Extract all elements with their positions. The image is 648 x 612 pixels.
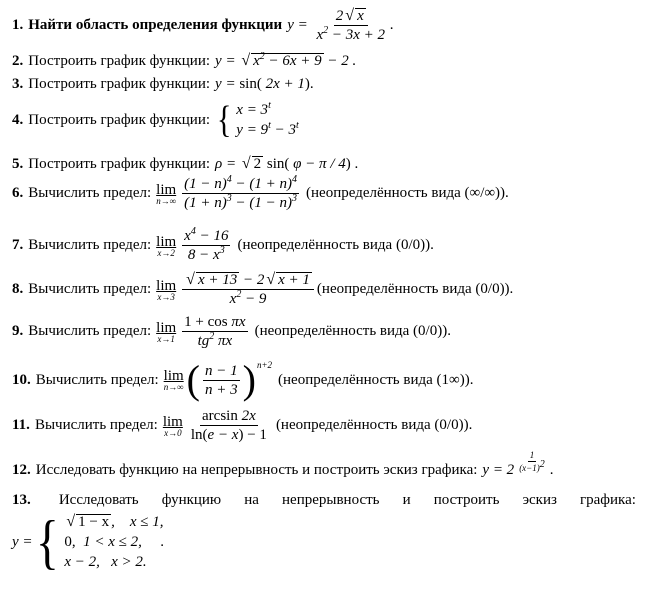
problem-number: 3. — [12, 76, 24, 92]
left-paren: ( — [186, 357, 200, 402]
indeterminacy-note: (неопределённость вида (1∞)). — [278, 371, 474, 388]
y-equals: y = — [12, 533, 33, 550]
indeterminacy-note: (неопределённость вида (∞/∞)). — [306, 185, 509, 201]
problem-5 — [12, 155, 358, 173]
brace: { — [216, 99, 232, 141]
problem-text: Вычислить предел: — [28, 323, 152, 339]
formula: y = √ $x^2 - 6x + 9 - 2$ . — [215, 51, 357, 69]
problem-6 — [12, 176, 509, 211]
problem-text: Вычислить предел: — [35, 371, 159, 388]
problem-text: Вычислить предел: — [28, 185, 152, 201]
limit: lim x→1 — [156, 319, 177, 344]
problem-12: 12. Исследовать функцию на непрерывность и построить эскиз графика: y = 2 $\frac{1}{(x-1)^2}$ . — [12, 450, 554, 478]
problem-number: 12. — [12, 462, 31, 478]
fraction: $\frac{\text{1 + cos πx}}{tg^2 \pi x}$ — [184, 314, 246, 349]
brace: { — [35, 509, 59, 575]
indeterminacy-note: (неопределённость вида (0/0)). — [237, 237, 434, 253]
problem-text: Построить график функции: — [28, 111, 211, 128]
problem-number: 1. — [12, 17, 24, 33]
problem-number: 7. — [12, 237, 24, 253]
fraction: $\frac{x^4 - 16}{8 - x^3}$ — [184, 226, 229, 263]
problem-11 — [12, 408, 472, 443]
word: функцию — [161, 492, 222, 508]
limit: lim x→0 — [162, 413, 183, 438]
fraction: $\frac{(1 - n)^4 - (1 + n)^4}{(1 + n)^3 - (1 - n)^3}$ — [184, 174, 298, 211]
word: Исследовать — [58, 492, 139, 508]
word: эскиз — [522, 492, 557, 508]
limit: lim n→∞ — [156, 181, 177, 206]
piecewise-system: √ 1 − x , x ≤ 1, 0, 1 < x ≤ 2, . x − 2, x > 2. — [64, 513, 165, 570]
word: на — [244, 492, 259, 508]
problem-number: 5. — [12, 155, 24, 172]
problem-8 — [12, 272, 513, 307]
formula: y = $\frac{2 √ x}{x^2 - 3x + 2}$ . — [287, 7, 394, 43]
problem-number: 11. — [12, 417, 30, 433]
problem-1 — [12, 8, 394, 43]
problem-number: 4. — [12, 111, 24, 128]
problem-number: 13. — [12, 492, 31, 508]
problem-text: Построить график функции: — [28, 155, 211, 172]
word: непрерывность — [282, 492, 380, 508]
problem-3 — [12, 76, 314, 93]
word: графика: — [580, 492, 636, 508]
problem-4 — [12, 100, 299, 140]
problem-13-formula — [12, 509, 165, 575]
indeterminacy-note: (неопределённость вида (0/0)). — [254, 323, 451, 339]
problem-7 — [12, 228, 434, 263]
formula: y = 2 — [482, 462, 515, 478]
problem-number: 2. — [12, 52, 24, 69]
problem-text: Построить график функции: — [28, 76, 211, 92]
problem-text: Вычислить предел: — [28, 281, 152, 297]
formula: ρ = √ 2 sin( φ − π / 4) . — [215, 155, 359, 172]
problem-13-heading — [12, 492, 636, 509]
problem-text: Построить график функции: — [28, 52, 211, 69]
problem-text: Найти область определения функции — [28, 17, 283, 33]
problem-number: 10. — [12, 371, 31, 388]
problem-number: 8. — [12, 281, 24, 297]
fraction: $\frac{n - 1}{n + 3}$ — [205, 362, 238, 398]
limit: lim n→∞ — [163, 368, 184, 392]
problem-number: 6. — [12, 185, 24, 201]
word: построить — [433, 492, 500, 508]
problem-number: 9. — [12, 323, 24, 339]
limit: lim x→2 — [156, 233, 177, 258]
fraction: $\frac{\arcsin 2x}{\ln(e - x) - 1}$ — [190, 408, 267, 443]
word: и — [402, 492, 411, 508]
problem-text: Вычислить предел: — [28, 237, 152, 253]
formula: y = sin( 2x + 1). — [215, 76, 314, 92]
right-paren: ) — [242, 357, 256, 402]
exponent-fraction: $\frac{1}{(x-1)^2}$ — [519, 450, 545, 473]
limit: lim x→3 — [156, 277, 177, 302]
fraction: $\frac{√ x + 13 - 2 √ x + 1}{x^2 - 9}$ — [182, 272, 314, 307]
problem-2 — [12, 52, 356, 70]
problem-10 — [12, 357, 474, 402]
formula-system: $x = 3^t$ $y = 9^t - 3^t$ — [236, 100, 299, 138]
indeterminacy-note: (неопределённость вида (0/0)). — [275, 417, 473, 433]
exponent: n+2 — [256, 360, 273, 370]
problem-text: Исследовать функцию на непрерывность и построить эскиз графика: — [35, 462, 478, 478]
problem-9 — [12, 314, 451, 349]
indeterminacy-note: (неопределённость вида (0/0)). — [316, 281, 514, 297]
problem-text: Вычислить предел: — [34, 417, 158, 433]
